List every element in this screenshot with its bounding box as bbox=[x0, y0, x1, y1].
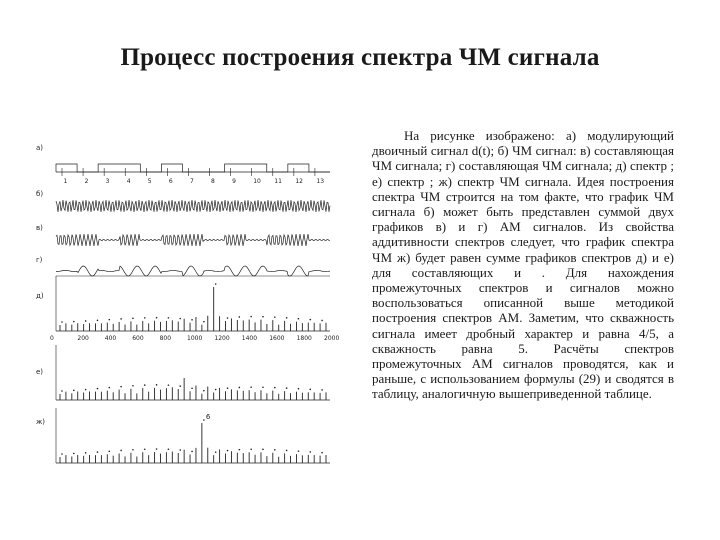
spectrum-fm-marker bbox=[274, 449, 276, 451]
spectrum-e-marker bbox=[250, 386, 252, 388]
tick-label-a: 7 bbox=[189, 178, 194, 185]
component-signal-d-trace bbox=[56, 266, 330, 276]
spectrum-fm-marker bbox=[298, 450, 300, 452]
spectrum-d-marker bbox=[250, 316, 252, 318]
spectrum-fm-marker bbox=[179, 449, 181, 451]
spectrum-d-marker bbox=[191, 319, 193, 321]
panel-label-f: е) bbox=[36, 368, 44, 376]
spectrum-d-tick-label: 800 bbox=[159, 335, 172, 342]
panel-label-d: г) bbox=[36, 256, 43, 264]
spectrum-e-marker bbox=[156, 384, 158, 386]
spectrum-fm-marker bbox=[250, 448, 252, 450]
panel-label-a: a) bbox=[36, 144, 44, 152]
spectrum-fm-marker bbox=[309, 451, 311, 453]
spectrum-e-marker bbox=[179, 385, 181, 387]
spectrum-e-marker bbox=[120, 386, 122, 388]
spectrum-d-tick-label: 1400 bbox=[241, 335, 258, 342]
spectrum-e-marker bbox=[203, 390, 205, 392]
spectrum-d-marker bbox=[108, 319, 110, 321]
spectrum-fm-marker bbox=[85, 452, 87, 454]
spectrum-e-marker bbox=[274, 387, 276, 389]
spectrum-d-tick-label: 400 bbox=[104, 335, 117, 342]
spectrum-e-marker bbox=[227, 387, 229, 389]
spectrum-d-marker bbox=[120, 318, 122, 320]
panel-label-c: в) bbox=[36, 224, 43, 232]
tick-label-a: 2 bbox=[84, 178, 89, 185]
tick-label-a: 1 bbox=[63, 178, 68, 185]
slide-title: Процесс построения спектра ЧМ сигнала bbox=[120, 44, 600, 71]
spectrum-e-marker bbox=[321, 389, 323, 391]
spectrum-fm-marker bbox=[215, 451, 217, 453]
spectrum-d-tick-label: 1600 bbox=[269, 335, 285, 342]
spectrum-d-marker bbox=[179, 318, 181, 320]
spectrum-d-tick-label: 2000 bbox=[324, 335, 340, 342]
spectrum-fm-marker bbox=[239, 449, 241, 451]
peak-label: 6 bbox=[205, 413, 211, 421]
spectrum-d-marker bbox=[239, 316, 241, 318]
tick-label-a: 3 bbox=[105, 178, 110, 185]
spectrum-fm-marker bbox=[156, 448, 158, 450]
tick-label-a: 9 bbox=[232, 178, 236, 185]
spectrum-e-marker bbox=[108, 387, 110, 389]
fm-signal-trace bbox=[56, 200, 330, 212]
spectrum-d-tick-label: 0 bbox=[50, 335, 54, 342]
spectrum-fm-marker bbox=[321, 452, 323, 454]
spectrum-fm-marker bbox=[203, 419, 205, 421]
spectrum-d-marker bbox=[61, 321, 63, 323]
spectrum-e-marker bbox=[85, 389, 87, 391]
spectrum-e-marker bbox=[132, 385, 134, 387]
spectrum-d-marker bbox=[132, 318, 134, 320]
spectrum-d-marker bbox=[286, 317, 288, 319]
spectrum-d-marker bbox=[321, 320, 323, 322]
spectrum-e-marker bbox=[262, 386, 264, 388]
spectrum-e-marker bbox=[97, 388, 99, 390]
component-signal-c-trace bbox=[56, 234, 330, 246]
tick-label-a: 13 bbox=[316, 178, 325, 185]
spectrum-d-marker bbox=[144, 317, 146, 319]
spectrum-e-marker bbox=[73, 390, 75, 392]
spectrum-fm-marker bbox=[108, 450, 110, 452]
spectrum-fm-marker bbox=[120, 450, 122, 452]
spectrum-e-marker bbox=[239, 387, 241, 389]
spectrum-e-marker bbox=[168, 384, 170, 386]
binary-signal-trace bbox=[56, 164, 330, 172]
spectrum-d-marker bbox=[262, 316, 264, 318]
spectrum-d-marker bbox=[203, 321, 205, 323]
spectrum-e-marker bbox=[286, 387, 288, 389]
spectrum-e-marker bbox=[191, 387, 193, 389]
spectrum-d-marker bbox=[298, 318, 300, 320]
spectrum-fm-marker bbox=[262, 449, 264, 451]
panel-label-e: д) bbox=[36, 292, 44, 300]
spectrum-e-marker bbox=[144, 384, 146, 386]
spectrum-d-tick-label: 200 bbox=[77, 335, 89, 342]
spectrum-fm-marker bbox=[144, 448, 146, 450]
spectrum-d-tick-label: 600 bbox=[132, 335, 144, 342]
description-paragraph: На рисунке изображено: а) модулирующий двоичный сигнал d(t); б) ЧМ сигнал: в) составляющая ЧМ сигнала; г) составляющая ЧМ сигнала; д) спектр ; е) спектр ; ж) спектр ЧМ сигнала. Идея построения спектра ЧМ строится на том факте, что график ЧМ сигнала б) может быть представлен суммой двух графиков в) и г) АМ сигналов. Из свойства аддитивности спектров следует, что график спектра ЧМ ж) будет равен сумме графиков спектров д) и е) для составляющих и . Для нахождения промежуточных спектров и сигналов можно воспользоваться описанной выше методикой построения спектров АМ. Заметим, что скважность сигнала имеет дробный характер и равна 4/5, а скважность равна 5. Расчёты спектров промежуточных АМ сигналов проводятся, как и раньше, с использованием формулы (29) и сводятся в таблицу, аналогичную вышеприведенной таблице. bbox=[372, 128, 674, 402]
spectrum-d-marker bbox=[215, 283, 217, 285]
tick-label-a: 11 bbox=[274, 178, 282, 185]
spectrum-e-marker bbox=[61, 390, 63, 392]
tick-label-a: 4 bbox=[126, 178, 131, 185]
spectrum-e-marker bbox=[215, 389, 217, 391]
spectrum-d-marker bbox=[309, 319, 311, 321]
spectrum-d-marker bbox=[168, 317, 170, 319]
spectrum-fm-marker bbox=[191, 451, 193, 453]
tick-label-a: 10 bbox=[253, 178, 261, 185]
spectrum-d-marker bbox=[85, 320, 87, 322]
spectrum-fm-marker bbox=[61, 453, 63, 455]
tick-label-a: 5 bbox=[147, 178, 152, 185]
panel-label-b: б) bbox=[36, 190, 44, 198]
tick-label-a: 12 bbox=[295, 178, 303, 185]
spectrum-fm-marker bbox=[168, 448, 170, 450]
spectrum-fm-marker bbox=[132, 449, 134, 451]
tick-label-a: 8 bbox=[211, 178, 215, 185]
spectrum-d-tick-label: 1200 bbox=[214, 335, 230, 342]
spectrum-fm-marker bbox=[97, 451, 99, 453]
spectrum-d-tick-label: 1800 bbox=[296, 335, 312, 342]
spectrum-d-marker bbox=[156, 317, 158, 319]
spectrum-construction-figure bbox=[34, 138, 352, 483]
spectrum-e-marker bbox=[309, 389, 311, 391]
spectrum-fm-marker bbox=[73, 453, 75, 455]
tick-label-a: 6 bbox=[168, 178, 173, 185]
spectrum-d-marker bbox=[73, 321, 75, 323]
spectrum-d-marker bbox=[97, 320, 99, 322]
spectrum-fm-marker bbox=[286, 450, 288, 452]
spectrum-d-tick-label: 1000 bbox=[187, 335, 203, 342]
spectrum-fm-marker bbox=[227, 450, 229, 452]
panel-label-g: ж) bbox=[36, 418, 46, 426]
spectrum-d-marker bbox=[227, 317, 229, 319]
spectrum-d-marker bbox=[274, 316, 276, 318]
spectrum-e-marker bbox=[298, 388, 300, 390]
